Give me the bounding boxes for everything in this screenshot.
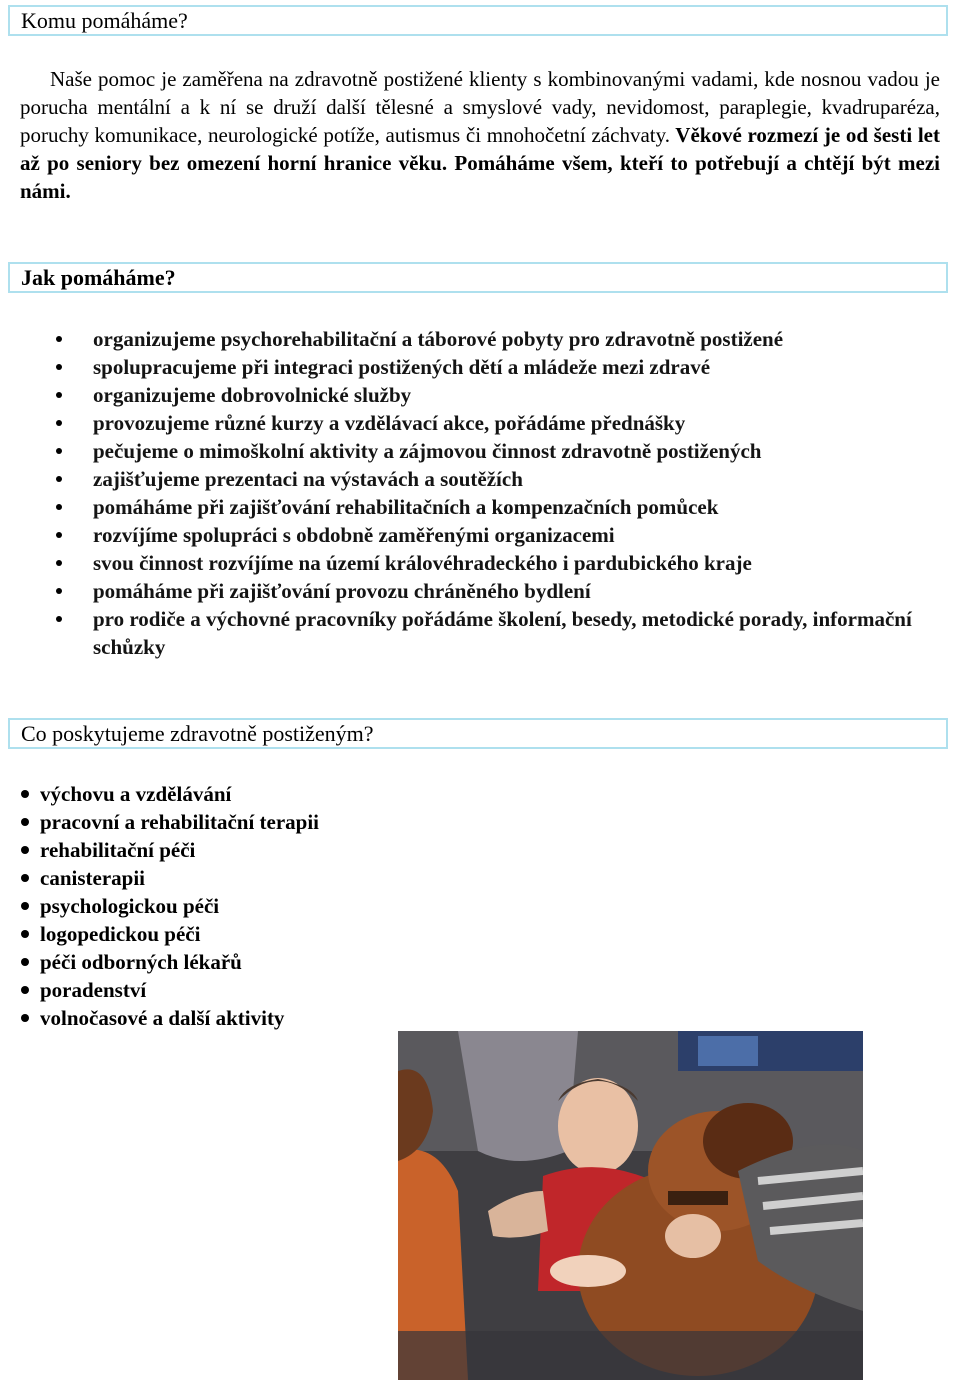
list-item [0,465,940,493]
bullet-icon [21,986,29,994]
list-item-text: organizujeme psychorehabilitační a táborové pobyty pro zdravotně postižené [93,327,784,351]
list-item-text: pro rodiče a výchovné pracovníky pořádáme školení, besedy, metodické porady, informační schůzky [93,607,912,659]
list-item-text: organizujeme dobrovolnické služby [93,383,412,407]
bullet-icon [56,588,62,594]
list-item-text: svou činnost rozvíjíme na území královéhradeckého i pardubického kraje [93,551,752,575]
list-item [0,409,940,437]
heading-how-text: Jak pomáháme? [21,265,176,290]
bullet-icon [56,392,62,398]
list-item [0,325,940,353]
list-item [0,353,940,381]
list-item-text: zajišťujeme prezentaci na výstavách a soutěžích [93,467,523,491]
bullet-icon [56,364,62,370]
bullet-icon [21,846,29,854]
intro-bold-text: Věkové rozmezí je od šesti let až po seniory bez omezení horní hranice věku. Pomáháme všem, kteří to potřebují a chtějí být mezi námi. [20,123,940,203]
list-item [0,493,940,521]
bullet-icon [56,448,62,454]
canisterapy-photo [398,1031,863,1380]
photo-illustration [398,1031,863,1380]
bullet-icon [56,616,62,622]
list-item-text: canisterapii [40,866,145,890]
list-item [0,521,940,549]
bullet-icon [21,818,29,826]
list-item-text: spolupracujeme při integraci postižených dětí a mládeže mezi zdravé [93,355,711,379]
list-item-text: péči odborných lékařů [40,950,242,974]
list-item [0,976,319,1004]
heading-how [8,262,948,293]
bullet-icon [56,476,62,482]
heading-what [8,718,948,749]
list-item [0,1004,319,1032]
list-item-text: psychologickou péči [40,894,220,918]
list-item [0,549,940,577]
list-item-text: volnočasové a další aktivity [40,1006,285,1030]
bullet-icon [21,958,29,966]
list-item [0,605,940,661]
bullet-icon [56,420,62,426]
list-item-text: výchovu a vzdělávání [40,782,232,806]
bullet-icon [56,560,62,566]
list-item [0,437,940,465]
list-item [0,920,319,948]
list-item [0,577,940,605]
intro-paragraph [20,65,940,205]
how-list [0,325,940,661]
what-list [0,780,319,1032]
list-item [0,948,319,976]
bullet-icon [21,902,29,910]
list-item [0,892,319,920]
list-item-text: logopedickou péči [40,922,201,946]
bullet-icon [56,504,62,510]
list-item-text: pracovní a rehabilitační terapii [40,810,320,834]
bullet-icon [21,930,29,938]
list-item-text: poradenství [40,978,147,1002]
list-item [0,780,319,808]
heading-who-text: Komu pomáháme? [21,8,188,33]
list-item-text: pomáháme při zajišťování provozu chráněného bydlení [93,579,591,603]
bullet-icon [56,336,62,342]
heading-what-text: Co poskytujeme zdravotně postiženým? [21,721,374,746]
list-item-text: pomáháme při zajišťování rehabilitačních a kompenzačních pomůcek [93,495,719,519]
list-item-text: provozujeme různé kurzy a vzdělávací akce, pořádáme přednášky [93,411,686,435]
list-item [0,836,319,864]
bullet-icon [56,532,62,538]
intro-text: Naše pomoc je zaměřena na zdravotně postižené klienty s kombinovanými vadami, kde nosnou vadou je porucha mentální a k ní se druží další tělesné a smyslové vady, nevidomost, paraplegie, kvadruparéza, poruchy komunikace, neurologické potíže, autismus či mnohočetní záchvaty. [20,67,940,147]
bullet-icon [21,874,29,882]
list-item-text: rozvíjíme spolupráci s obdobně zaměřenými organizacemi [93,523,615,547]
bullet-icon [21,1014,29,1022]
list-item [0,864,319,892]
heading-who [8,5,948,36]
list-item-text: pečujeme o mimoškolní aktivity a zájmovou činnost zdravotně postižených [93,439,762,463]
list-item [0,808,319,836]
list-item-text: rehabilitační péči [40,838,196,862]
bullet-icon [21,790,29,798]
list-item [0,381,940,409]
